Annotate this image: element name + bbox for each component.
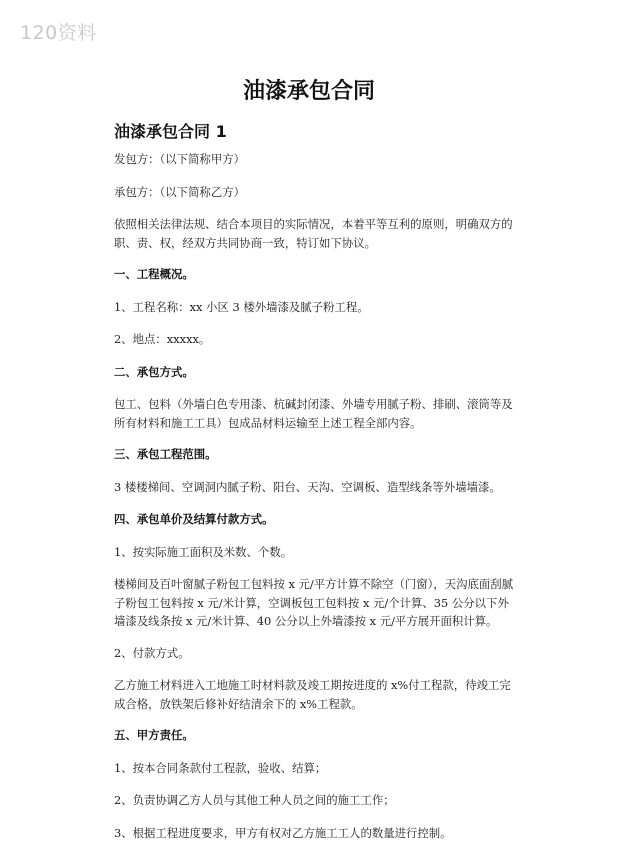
duty-line-1: 1、按本合同条款付工程款，验收、结算； (114, 760, 327, 775)
heading-contract-method: 二、承包方式。 (114, 364, 194, 379)
unit-price-paragraph: 楼梯间及百叶窗腻子粉包工包料按 x 元/平方计算不除空（门窗），天沟底面刮腻子粉包工包料按 x 元/米计算，空调板包工包料按 x 元/个计算、35 公分以下外墙漆及线条按 x 元/米计算、40 公分以上外墙漆按 x 元/平方展开面积计算。 (114, 577, 514, 628)
intro-paragraph: 依照相关法律法规、结合本项目的实际情况，本着平等互利的原则，明确双方的职、责、权，经双方共同协商一致，特订如下协议。 (114, 217, 513, 250)
heading-price-payment: 四、承包单价及结算付款方式。 (114, 512, 274, 526)
party-a-line: 发包方：（以下简称甲方） (114, 152, 245, 166)
duty-line-3: 3、根据工程进度要求，甲方有权对乙方施工工人的数量进行控制。 (114, 825, 452, 840)
section-title: 油漆承包合同 1 (114, 122, 227, 141)
document-title: 油漆承包合同 (242, 79, 375, 104)
duty-line-2: 2、负责协调乙方人员与其他工种人员之间的施工工作； (114, 793, 395, 807)
payment-terms-paragraph: 乙方施工材料进入工地施工时材料款及竣工期按进度的 x%付工程款，待竣工完成合格，放铁架后修补好结清余下的 x%工程款。 (114, 678, 511, 711)
project-location-line: 2、地点：xxxxx。 (114, 332, 211, 346)
contract-body (114, 150, 514, 856)
scope-paragraph: 3 楼楼梯间、空调洞内腻子粉、阳台、天沟、空调板、造型线条等外墙墙漆。 (114, 479, 501, 494)
watermark-logo: 120资料 (20, 22, 97, 44)
heading-scope: 三、承包工程范围。 (114, 447, 217, 461)
measurement-line: 1、按实际施工面积及米数、个数。 (114, 544, 293, 559)
contract-method-paragraph: 包工、包料（外墙白色专用漆、杭碱封闭漆、外墙专用腻子粉、排刷、滚筒等及所有材料和施工工具）包成品材料运输至上述工程全部内容。 (114, 397, 513, 430)
project-name-line: 1、工程名称：xx 小区 3 楼外墙漆及腻子粉工程。 (114, 299, 369, 314)
payment-method-line: 2、付款方式。 (114, 645, 190, 660)
party-b-line: 承包方：（以下简称乙方） (114, 184, 245, 199)
heading-project-overview: 一、工程概况。 (114, 267, 194, 281)
heading-party-a-duties: 五、甲方责任。 (114, 728, 194, 742)
